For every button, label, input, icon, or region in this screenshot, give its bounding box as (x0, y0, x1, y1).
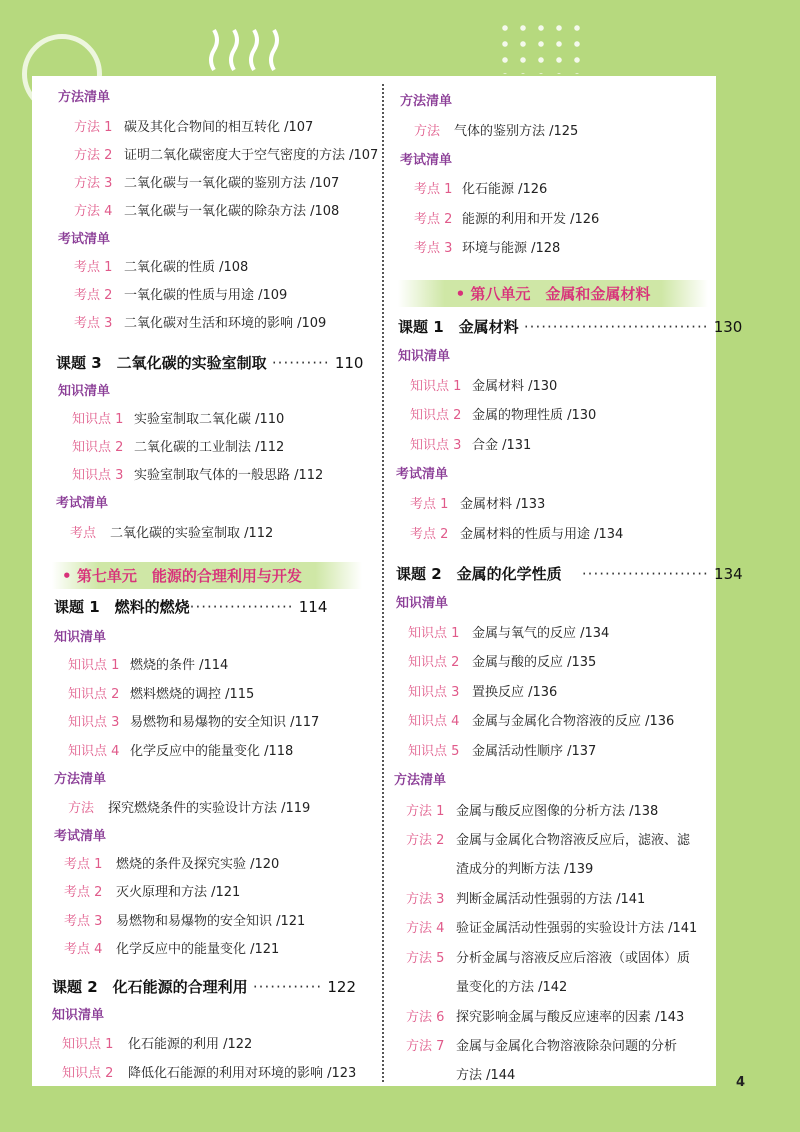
lesson-heading[interactable]: 课题 3 二氧化碳的实验室制取 ·········· 110 (56, 354, 364, 372)
lesson-heading[interactable]: 课题 1 燃料的燃烧·················· 114 (54, 598, 328, 616)
toc-entry[interactable]: 考点 1 燃烧的条件及探究实验 /120 (64, 857, 280, 872)
section-heading: 知识清单 (58, 384, 111, 399)
toc-entry[interactable]: 方法 4 验证金属活动性强弱的实验设计方法 /141 (406, 921, 698, 936)
section-heading: 方法清单 (58, 90, 111, 105)
toc-entry[interactable]: 知识点 5 金属活动性顺序 /137 (408, 744, 597, 759)
toc-entry[interactable]: 知识点 2 金属的物理性质 /130 (410, 408, 597, 423)
unit-banner: • 第八单元 金属和金属材料 (398, 280, 708, 307)
toc-entry[interactable]: 方法 3 二氧化碳与一氧化碳的鉴别方法 /107 (74, 176, 340, 191)
toc-entry[interactable]: 考点 2 灭火原理和方法 /121 (64, 885, 241, 900)
toc-entry-continuation: 方法 /144 (456, 1068, 516, 1083)
section-heading: 方法清单 (54, 772, 107, 787)
lesson-heading[interactable]: 课题 2 金属的化学性质 ······················ 134 (396, 565, 743, 583)
toc-entry[interactable]: 方法 2 证明二氧化碳密度大于空气密度的方法 /107 (74, 148, 379, 163)
section-heading: 知识清单 (396, 596, 449, 611)
toc-entry[interactable]: 知识点 3 合金 /131 (410, 438, 532, 453)
toc-entry[interactable]: 知识点 1 实验室制取二氧化碳 /110 (72, 412, 285, 427)
toc-entry[interactable]: 知识点 2 降低化石能源的利用对环境的影响 /123 (62, 1066, 357, 1081)
lesson-heading[interactable]: 课题 1 金属材料 ································ 130 (398, 318, 743, 336)
toc-entry[interactable]: 考点 3 易燃物和易爆物的安全知识 /121 (64, 914, 306, 929)
toc-entry[interactable]: 考点 1 二氧化碳的性质 /108 (74, 260, 249, 275)
toc-entry[interactable]: 知识点 2 金属与酸的反应 /135 (408, 655, 597, 670)
toc-entry[interactable]: 考点 二氧化碳的实验室制取 /112 (70, 526, 274, 541)
toc-entry[interactable]: 知识点 3 实验室制取气体的一般思路 /112 (72, 468, 324, 483)
section-heading: 考试清单 (400, 153, 453, 168)
toc-entry[interactable]: 考点 4 化学反应中的能量变化 /121 (64, 942, 280, 957)
toc-entry[interactable]: 知识点 2 二氧化碳的工业制法 /112 (72, 440, 285, 455)
toc-entry[interactable]: 考点 3 二氧化碳对生活和环境的影响 /109 (74, 316, 327, 331)
toc-entry[interactable]: 方法 探究燃烧条件的实验设计方法 /119 (68, 801, 311, 816)
toc-entry[interactable]: 考点 1 金属材料 /133 (410, 497, 546, 512)
section-heading: 考试清单 (56, 496, 109, 511)
toc-entry-continuation: 渣成分的判断方法 /139 (456, 862, 594, 877)
toc-entry[interactable]: 知识点 3 置换反应 /136 (408, 685, 558, 700)
section-heading: 知识清单 (398, 349, 451, 364)
toc-entry[interactable]: 方法 气体的鉴别方法 /125 (414, 124, 579, 139)
toc-entry[interactable]: 知识点 1 化石能源的利用 /122 (62, 1037, 253, 1052)
toc-entry[interactable]: 知识点 4 金属与金属化合物溶液的反应 /136 (408, 714, 675, 729)
toc-entry[interactable]: 方法 2 金属与金属化合物溶液反应后，滤液、滤 (406, 833, 691, 848)
section-heading: 考试清单 (54, 829, 107, 844)
section-heading: 方法清单 (400, 94, 453, 109)
toc-entry-continuation: 量变化的方法 /142 (456, 980, 568, 995)
section-heading: 方法清单 (394, 773, 447, 788)
section-heading: 考试清单 (58, 232, 111, 247)
toc-entry[interactable]: 方法 7 金属与金属化合物溶液除杂问题的分析 (406, 1039, 678, 1054)
toc-entry[interactable]: 方法 5 分析金属与溶液反应后溶液（或固体）质 (406, 951, 691, 966)
toc-entry[interactable]: 考点 2 一氧化碳的性质与用途 /109 (74, 288, 288, 303)
toc-entry[interactable]: 方法 3 判断金属活动性强弱的方法 /141 (406, 892, 646, 907)
toc-entry[interactable]: 考点 3 环境与能源 /128 (414, 241, 561, 256)
toc-entry[interactable]: 知识点 1 燃烧的条件 /114 (68, 658, 229, 673)
toc-entry[interactable]: 考点 2 能源的利用和开发 /126 (414, 212, 600, 227)
toc-entry[interactable]: 方法 6 探究影响金属与酸反应速率的因素 /143 (406, 1010, 685, 1025)
toc-entry[interactable]: 知识点 1 金属材料 /130 (410, 379, 558, 394)
toc-entry[interactable]: 考点 1 化石能源 /126 (414, 182, 548, 197)
toc-entry[interactable]: 考点 2 金属材料的性质与用途 /134 (410, 527, 624, 542)
toc-entry[interactable]: 方法 4 二氧化碳与一氧化碳的除杂方法 /108 (74, 204, 340, 219)
unit-banner: • 第七单元 能源的合理利用与开发 (52, 562, 362, 589)
toc-entry[interactable]: 知识点 3 易燃物和易爆物的安全知识 /117 (68, 715, 320, 730)
toc-entry[interactable]: 知识点 4 化学反应中的能量变化 /118 (68, 744, 294, 759)
toc-entry[interactable]: 知识点 1 金属与氧气的反应 /134 (408, 626, 610, 641)
toc-entry[interactable]: 方法 1 金属与酸反应图像的分析方法 /138 (406, 804, 659, 819)
page-number: 4 (736, 1075, 746, 1090)
toc-entry[interactable]: 知识点 2 燃料燃烧的调控 /115 (68, 687, 255, 702)
section-heading: 知识清单 (52, 1008, 105, 1023)
lesson-heading[interactable]: 课题 2 化石能源的合理利用 ············ 122 (52, 978, 356, 996)
toc-entry[interactable]: 方法 1 碳及其化合物间的相互转化 /107 (74, 120, 314, 135)
section-heading: 知识清单 (54, 630, 107, 645)
section-heading: 考试清单 (396, 467, 449, 482)
